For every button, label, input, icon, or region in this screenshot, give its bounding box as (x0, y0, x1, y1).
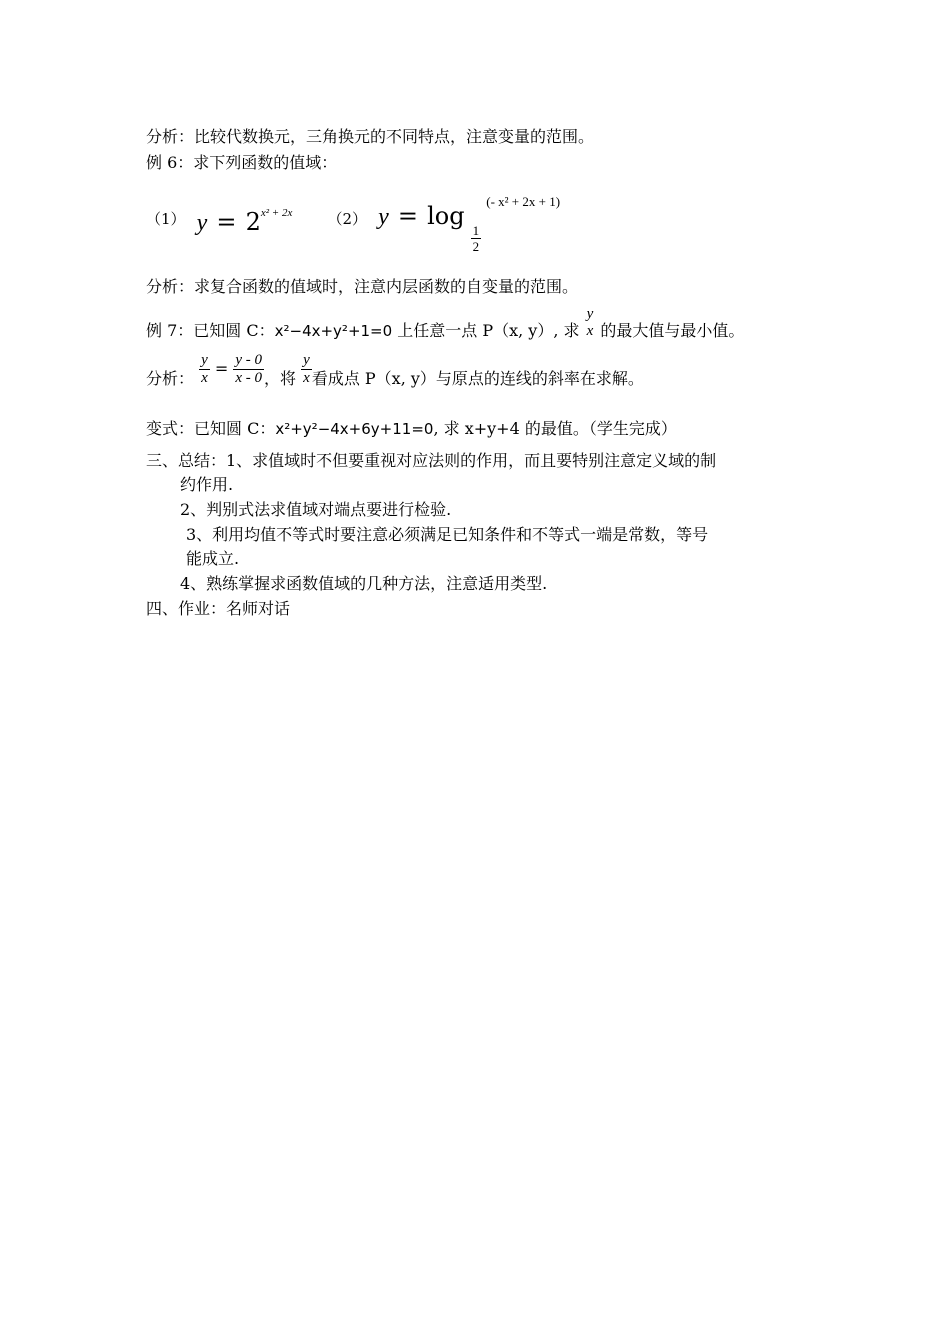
homework-line: 四、作业：名师对话 (146, 599, 291, 618)
formula-2-equals: = (397, 202, 418, 230)
formula-1-label: （1） (146, 210, 186, 228)
analysis-7-fraction-3-numerator: y (303, 352, 310, 368)
example-6-formulas (146, 194, 561, 258)
analysis-7-prefix: 分析： (146, 369, 195, 388)
example-7-fraction (585, 306, 596, 340)
formula-2-base-numerator: 1 (472, 223, 480, 238)
analysis-7-fraction-1-numerator: y (201, 352, 208, 368)
summary-point-3: 3、利用均值不等式时要注意必须满足已知条件和不等式一端是常数，等号 (186, 525, 709, 544)
analysis-7-suffix: 看成点 P（x, y）与原点的连线的斜率在求解。 (311, 369, 644, 388)
formula-2-lhs: y (378, 204, 389, 230)
analysis-7-fraction-2-numerator: y - 0 (235, 352, 263, 368)
formula-2-label: （2） (327, 210, 368, 228)
summary-point-2: 2、判别式法求值域对端点要进行检验. (180, 500, 452, 519)
analysis-7-fraction-3 (301, 352, 312, 387)
formula-1-exponent: x² + 2x (260, 207, 293, 219)
analysis-7-fraction-1 (199, 352, 210, 387)
summary-point-3-continued: 能成立. (186, 549, 240, 568)
analysis-line-2: 分析：求复合函数的值域时，注意内层函数的自变量的范围。 (146, 277, 579, 296)
variant-prefix: 变式：已知圆 C： (146, 419, 276, 438)
formula-2-log-base (471, 224, 482, 255)
formula-1-equals: = (216, 208, 237, 236)
analysis-7-fraction-3-denominator: x (303, 370, 310, 386)
analysis-7-middle: ，将 (264, 369, 297, 388)
formula-1-base: 2 (245, 208, 261, 236)
example-7-middle: 上任意一点 P（x, y）, 求 (392, 320, 585, 340)
example-7-fraction-numerator: y (586, 306, 594, 322)
formula-2-log: log (427, 202, 465, 230)
formula-1 (196, 207, 298, 236)
analysis-7-line (146, 352, 644, 396)
example-6-heading: 例 6：求下列函数的值域： (146, 153, 338, 172)
analysis-7-fraction-1-denominator: x (201, 370, 208, 386)
example-7-prefix: 例 7：已知圆 C： (146, 320, 275, 340)
example-7-equation: x²−4x+y²+1=0 (274, 321, 393, 340)
analysis-7-fraction-2-denominator: x - 0 (235, 370, 263, 386)
variant-suffix: , 求 x+y+4 的最值。（学生完成） (433, 419, 677, 438)
example-7-line (146, 306, 744, 348)
formula-2 (378, 194, 561, 254)
analysis-7-fraction-2 (233, 352, 264, 387)
formula-2-argument: (- x² + 2x + 1) (486, 194, 561, 209)
analysis-line-1: 分析：比较代数换元，三角换元的不同特点，注意变量的范围。 (146, 127, 595, 146)
variant-equation: x²+y²−4x+6y+11=0 (275, 420, 434, 438)
analysis-7-equals: = (214, 359, 229, 378)
summary-point-1: 三、总结：1、求值域时不但要重视对应法则的作用，而且要特别注意定义域的制 (146, 451, 717, 470)
formula-2-base-denominator: 2 (472, 239, 480, 254)
summary-point-4: 4、熟练掌握求函数值域的几种方法，注意适用类型. (180, 574, 548, 593)
summary-point-1-continued: 约作用. (180, 475, 234, 494)
example-7-suffix: 的最大值与最小值。 (595, 320, 745, 340)
variant-line (146, 418, 677, 440)
example-7-fraction-denominator: x (586, 323, 594, 339)
formula-1-lhs: y (196, 210, 208, 236)
